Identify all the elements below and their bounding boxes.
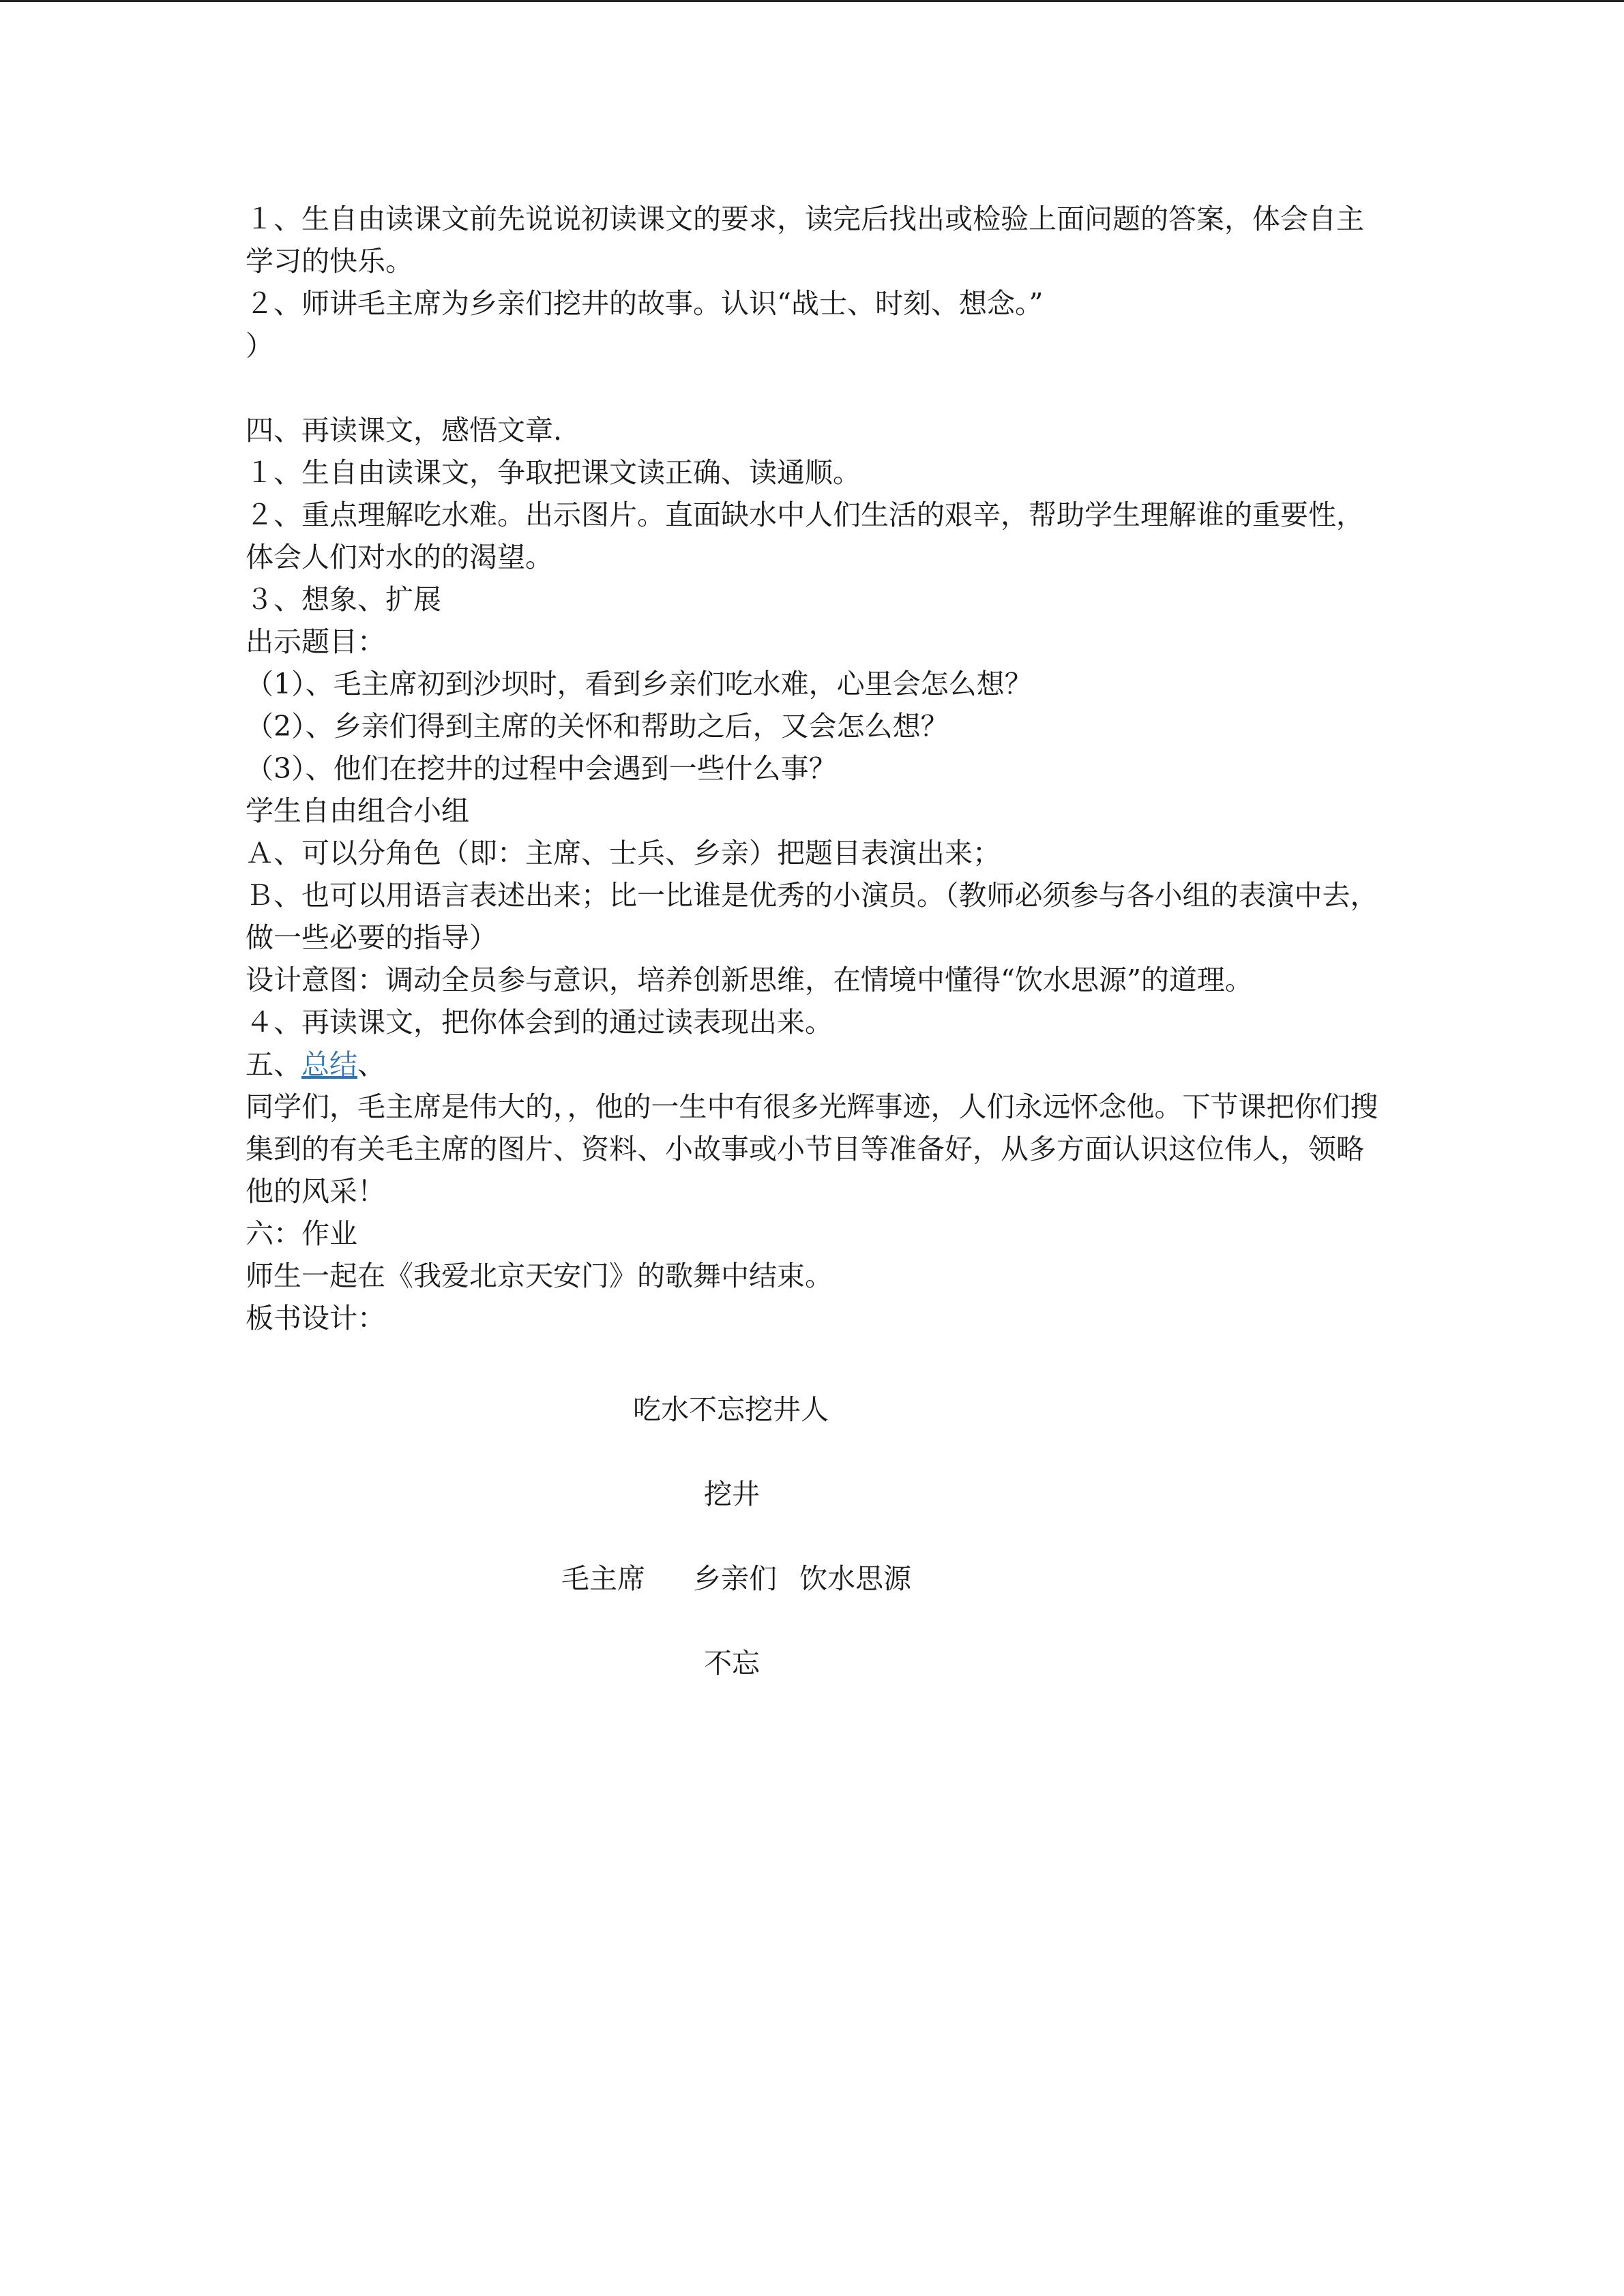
paragraph-show-topics: 出示题目： [246,625,385,658]
topic-item-1: （1）、毛主席初到沙坝时，看到乡亲们吃水难，心里会怎么想？ [246,668,1033,700]
board-bottom: 不忘 [704,1647,760,1680]
paragraph-four-step-2: ２、重点理解吃水难。出示图片。直面缺水中人们生活的艰辛，帮助学生理解谁的重要性，体会人们对水的的渴望。 [246,498,1364,573]
section-five-suffix: 、 [357,1048,385,1081]
board-title: 吃水不忘挖井人 [633,1393,829,1426]
option-a: Ａ、可以分角色（即：主席、士兵、乡亲）把题目表演出来； [246,837,1001,869]
board-middle: 乡亲们 [693,1562,777,1595]
paragraph-closing-paren: ） [246,329,274,362]
summary-link[interactable]: 总结 [301,1048,357,1081]
paragraph-group-work: 学生自由组合小组 [246,794,469,827]
design-intent: 设计意图：调动全员参与意识，培养创新思维，在情境中懂得“饮水思源”的道理。 [246,964,1253,996]
section-heading-four: 四、再读课文，感悟文章. [246,414,563,447]
paragraph-four-step-1: １、生自由读课文，争取把课文读正确、读通顺。 [246,456,861,489]
homework-paragraph: 师生一起在《我爱北京天安门》的歌舞中结束。 [246,1259,833,1292]
option-b: Ｂ、也可以用语言表述出来；比一比谁是优秀的小演员。（教师必须参与各小组的表演中去，做一些必要的指导） [246,879,1378,954]
summary-paragraph: 同学们，毛主席是伟大的，，他的一生中有很多光辉事迹，人们永远怀念他。下节课把你们搜集到的有关毛主席的图片、资料、小故事或小节目等准备好，从多方面认识这位伟人，领略他的风采！ [246,1090,1378,1208]
board-right: 饮水思源 [799,1562,911,1595]
board-design-heading: 板书设计： [246,1302,385,1335]
paragraph-step-1: １、生自由读课文前先说说初读课文的要求，读完后找出或检验上面问题的答案，体会自主学习的快乐。 [246,203,1364,278]
board-left: 毛主席 [561,1562,645,1595]
paragraph-step-2: ２、师讲毛主席为乡亲们挖井的故事。认识“战士、时刻、想念。” [246,287,1044,320]
topic-item-2: （2）、乡亲们得到主席的关怀和帮助之后，又会怎么想？ [246,710,949,743]
section-heading-six: 六：作业 [246,1217,357,1250]
paragraph-four-step-3: ３、想象、扩展 [246,583,441,616]
paragraph-four-step-4: ４、再读课文，把你体会到的通过读表现出来。 [246,1006,833,1039]
board-verb: 挖井 [704,1478,760,1510]
topic-item-3: （3）、他们在挖井的过程中会遇到一些什么事？ [246,752,837,785]
section-five-prefix: 五、 [246,1048,301,1081]
